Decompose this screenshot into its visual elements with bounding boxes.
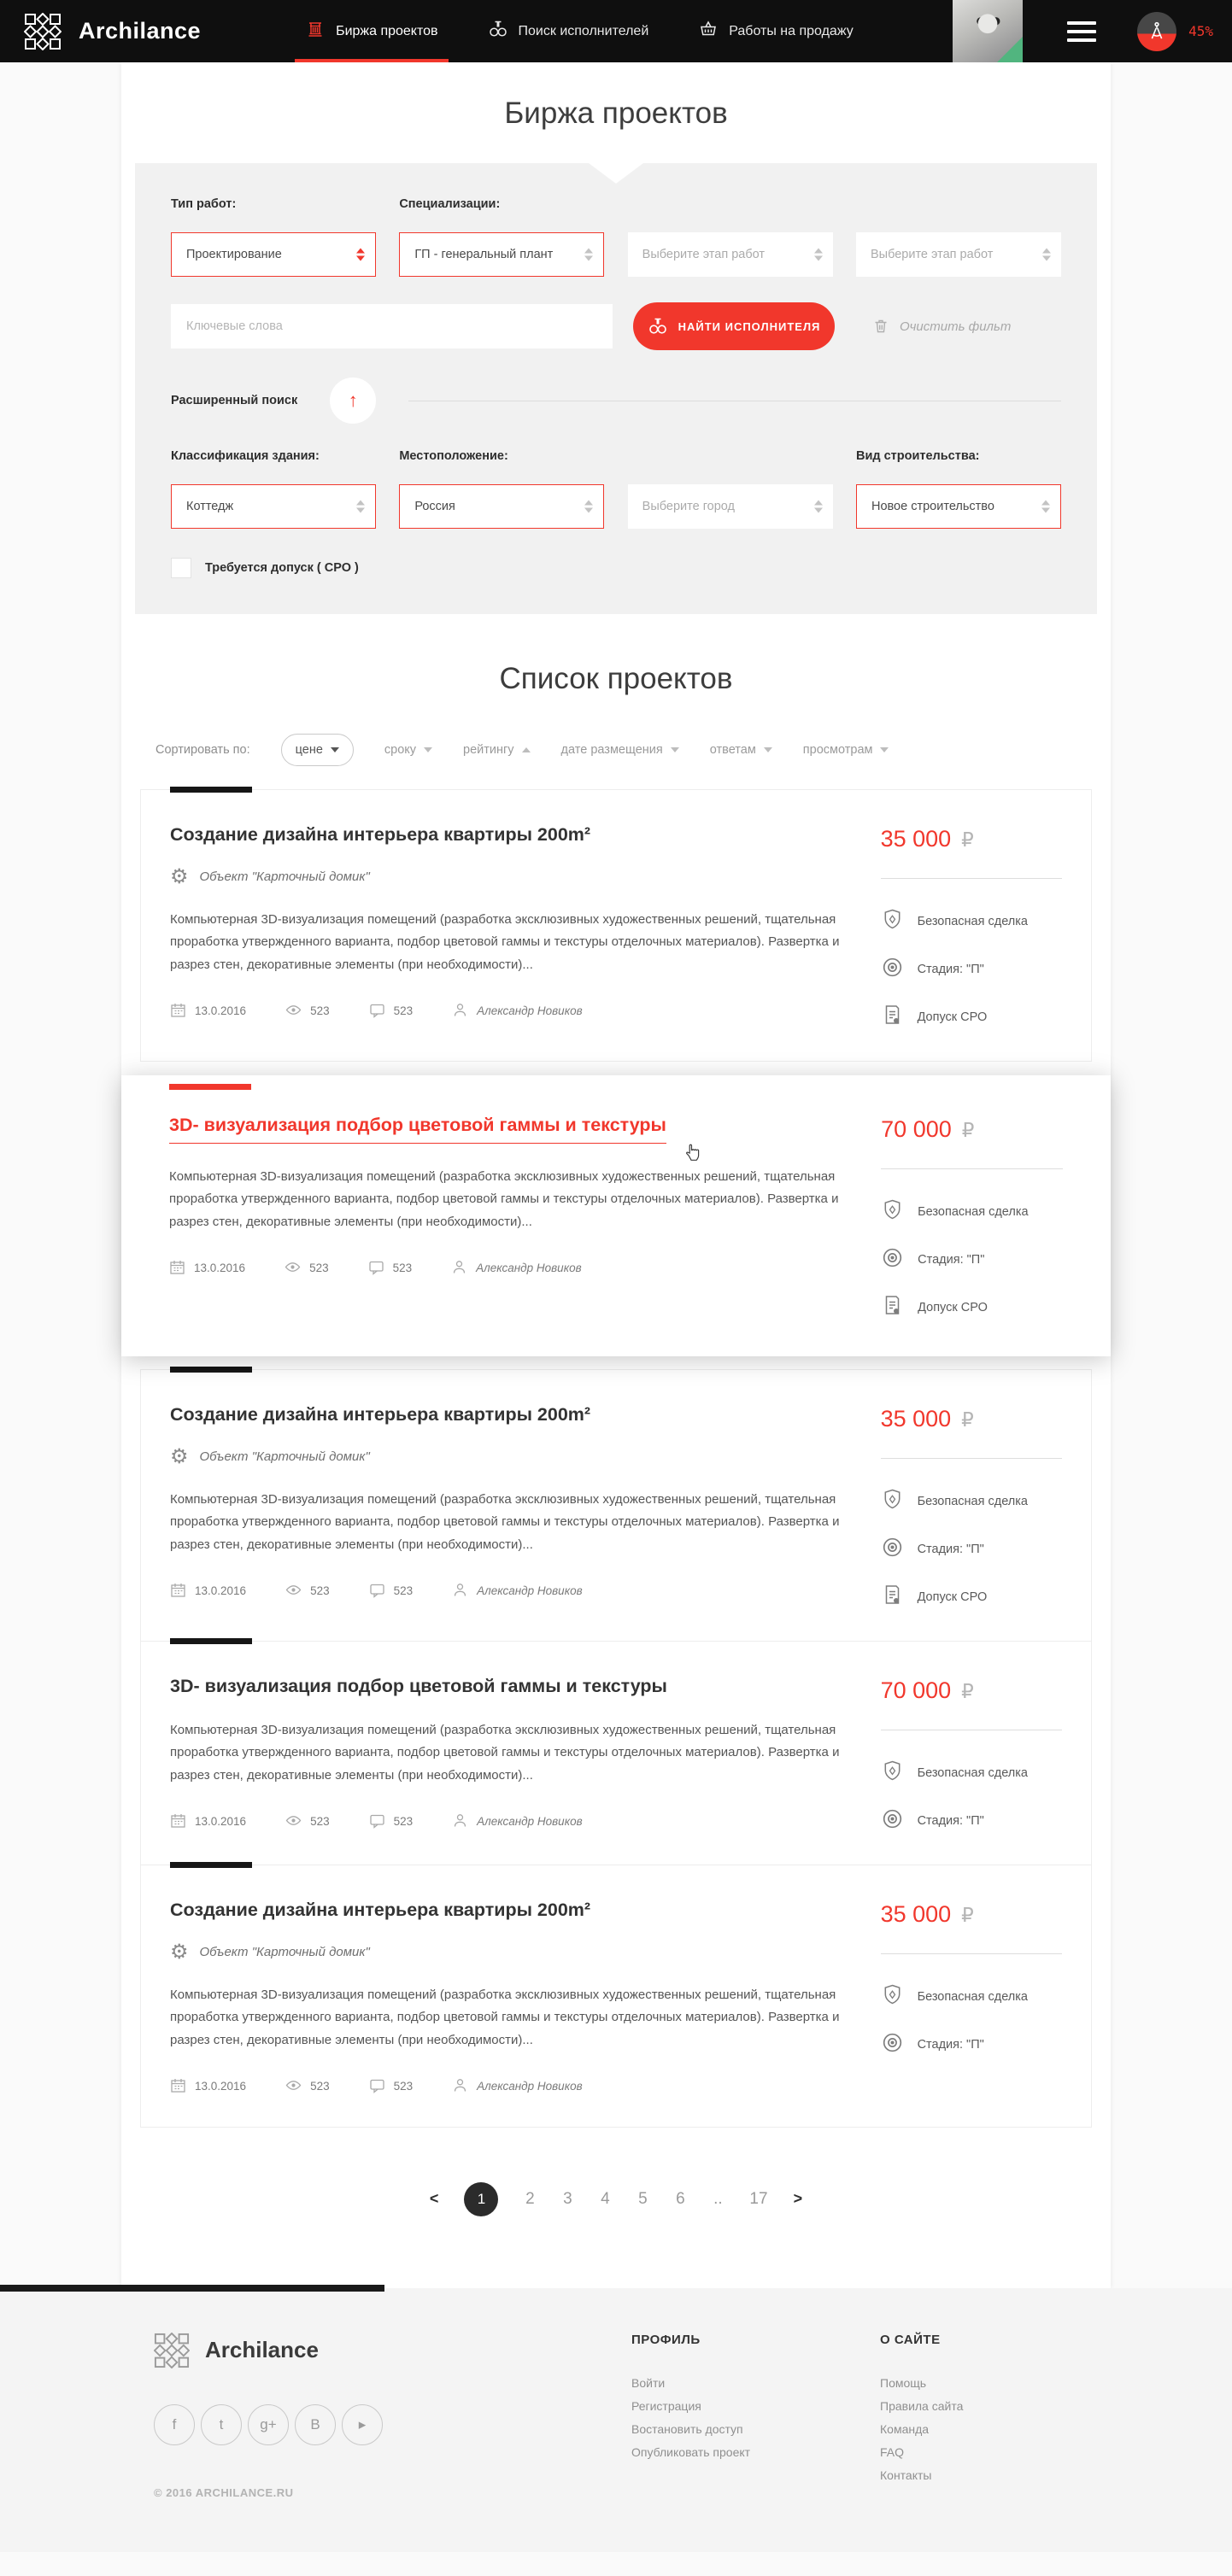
sort-option-дате размещения[interactable]: дате размещения	[561, 743, 679, 757]
select-arrows-icon	[584, 501, 593, 513]
project-title[interactable]: 3D- визуализация подбор цветовой гаммы и текстуры	[169, 1115, 666, 1144]
page-3[interactable]: 3	[563, 2189, 572, 2208]
footer-column-heading: ПРОФИЛЬ	[631, 2332, 701, 2347]
keywords-input[interactable]	[171, 304, 613, 348]
construction-type-label: Вид строительства:	[855, 449, 980, 463]
comment-icon	[369, 1812, 385, 1831]
project-views: 523	[285, 1582, 330, 1601]
card-accent-bar	[170, 1367, 252, 1373]
project-price: 70 000 ₽	[881, 1116, 975, 1142]
page-1[interactable]: 1	[464, 2182, 498, 2216]
specialization-label: Специализации:	[399, 197, 501, 211]
nav-item-0[interactable]: Биржа проектов	[305, 0, 437, 62]
sort-option-рейтингу[interactable]: рейтингу	[463, 743, 531, 757]
footer-link[interactable]: Правила сайта	[880, 2398, 964, 2413]
sort-label: Сортировать по:	[155, 743, 250, 757]
select-arrows-icon	[1042, 249, 1051, 261]
filter-select-2[interactable]: Выберите этап работ	[628, 232, 833, 277]
calendar-icon	[170, 1812, 186, 1831]
project-badge: Стадия: "П"	[881, 1246, 1063, 1273]
project-comments[interactable]: 523	[369, 1812, 414, 1831]
project-badge: Допуск СРО	[881, 1584, 1062, 1610]
target-icon	[881, 956, 904, 982]
document-icon	[881, 1584, 904, 1610]
project-title[interactable]: Создание дизайна интерьера квартиры 200m²	[170, 1404, 591, 1425]
person-icon	[452, 2077, 468, 2096]
card-accent-bar	[169, 1084, 251, 1090]
project-views: 523	[285, 1259, 329, 1278]
app-header	[0, 0, 1232, 62]
comment-icon	[368, 1259, 384, 1278]
archilance-logo-icon	[24, 13, 62, 50]
calendar-icon	[170, 1582, 186, 1601]
filter-select-0[interactable]: Проектирование	[171, 232, 376, 277]
filter-select-5[interactable]: Россия	[399, 484, 604, 529]
project-author[interactable]: Александр Новиков	[451, 1259, 582, 1278]
binoculars-icon	[648, 316, 668, 337]
person-icon	[452, 1582, 468, 1601]
next-page-button[interactable]: >	[793, 2190, 803, 2208]
filter-select-4[interactable]: Коттедж	[171, 484, 376, 529]
project-badge: Безопасная сделка	[881, 1759, 1062, 1786]
ruble-sign: ₽	[961, 828, 974, 851]
divider	[881, 1458, 1062, 1459]
sort-option-цене[interactable]: цене	[281, 734, 354, 766]
project-object: ⚙ Объект "Карточный домик"	[170, 864, 370, 888]
footer-link[interactable]: Помощь	[880, 2375, 927, 2390]
facebook-icon[interactable]: f	[154, 2404, 195, 2445]
filter-panel	[135, 163, 1097, 614]
project-badge: Стадия: "П"	[881, 1807, 1062, 1834]
sort-down-icon	[671, 747, 679, 752]
eye-icon	[285, 1812, 302, 1831]
filter-select-6[interactable]: Выберите город	[628, 484, 833, 529]
project-badge: Стадия: "П"	[881, 2031, 1062, 2058]
column-icon	[305, 19, 326, 44]
select-arrows-icon	[584, 249, 593, 261]
project-card-3[interactable]	[140, 1641, 1092, 1865]
project-date: 13.0.2016	[169, 1259, 245, 1278]
project-meta	[170, 1002, 881, 1021]
nav-item-2[interactable]: Работы на продажу	[698, 0, 853, 62]
ruble-sign: ₽	[961, 1680, 974, 1702]
footer-link[interactable]: Войти	[631, 2375, 666, 2390]
footer-link[interactable]: FAQ	[880, 2444, 905, 2459]
advanced-search-row	[171, 378, 1061, 424]
pagination	[121, 2128, 1111, 2283]
footer-link[interactable]: Востановить доступ	[631, 2421, 743, 2436]
project-price: 70 000 ₽	[880, 1677, 974, 1703]
ruble-sign: ₽	[961, 1408, 974, 1431]
filter-select-3[interactable]: Выберите этап работ	[856, 232, 1061, 277]
project-badge: Безопасная сделка	[881, 908, 1062, 934]
calendar-icon	[170, 1002, 186, 1021]
document-icon	[881, 1004, 904, 1030]
project-comments[interactable]: 523	[369, 1582, 414, 1601]
project-price: 35 000 ₽	[880, 1901, 974, 1927]
project-badge: Безопасная сделка	[881, 1488, 1062, 1514]
card-accent-bar	[170, 1638, 252, 1644]
list-title: Список проектов	[499, 662, 733, 695]
project-description: Компьютерная 3D-визуализация помещений (разработка эксклюзивных художественных решений, тщательная проработка утвержденного варианта, подбор цветовой гаммы и текстуры отделочных материалов). Развертка и разрез стен, декоративные элементы (при необходимости)...	[170, 1988, 840, 2047]
page-..[interactable]: ..	[713, 2189, 723, 2208]
page-title: Биржа проектов	[504, 97, 728, 130]
find-executor-button[interactable]: НАЙТИ ИСПОЛНИТЕЛЯ	[633, 302, 835, 350]
footer-accent-bar	[0, 2285, 384, 2292]
project-card-2[interactable]	[140, 1369, 1092, 1642]
sro-checkbox-row	[171, 558, 1061, 578]
calendar-icon	[169, 1259, 185, 1278]
select-arrows-icon	[814, 501, 823, 513]
copyright: © 2016 ARCHILANCE.RU	[154, 2485, 294, 2499]
project-description: Компьютерная 3D-визуализация помещений (разработка эксклюзивных художественных решений, тщательная проработка утвержденного варианта, подбор цветовой гаммы и текстуры отделочных материалов). Развертка и разрез стен, декоративные элементы (при необходимости)...	[170, 912, 840, 972]
project-card-1[interactable]	[121, 1075, 1111, 1356]
youtube-icon[interactable]: ▸	[342, 2404, 383, 2445]
sort-down-icon	[424, 747, 432, 752]
footer-column-heading: О САЙТЕ	[880, 2332, 941, 2347]
project-date: 13.0.2016	[170, 1812, 246, 1831]
header-right	[953, 0, 1232, 62]
project-meta	[170, 1582, 881, 1601]
vk-icon[interactable]: В	[295, 2404, 336, 2445]
project-comments[interactable]: 523	[368, 1259, 413, 1278]
person-icon	[452, 1812, 468, 1831]
eye-icon	[285, 2077, 302, 2096]
card-accent-bar	[170, 1862, 252, 1868]
filter-row-2	[171, 444, 1061, 529]
project-author[interactable]: Александр Новиков	[452, 1582, 583, 1601]
sort-up-icon	[522, 747, 531, 752]
calendar-icon	[170, 2077, 186, 2096]
person-icon	[452, 1002, 468, 1021]
target-icon	[881, 1807, 904, 1834]
menu-icon[interactable]	[1067, 21, 1096, 42]
project-author[interactable]: Александр Новиков	[452, 2077, 583, 2096]
project-card-4[interactable]	[140, 1865, 1092, 2128]
project-object: ⚙ Объект "Карточный домик"	[170, 1940, 370, 1964]
project-card-0[interactable]	[140, 789, 1092, 1062]
gear-icon: ⚙	[170, 1444, 189, 1468]
target-icon	[881, 1536, 904, 1562]
eye-icon	[285, 1259, 301, 1278]
social-links	[154, 2404, 549, 2445]
divider	[881, 878, 1062, 879]
binoculars-icon	[488, 19, 508, 44]
brand-name: Archilance	[79, 18, 202, 44]
project-comments[interactable]: 523	[369, 1002, 414, 1021]
page-17[interactable]: 17	[749, 2189, 768, 2208]
sort-option-ответам[interactable]: ответам	[710, 743, 772, 757]
user-photo[interactable]	[953, 0, 1023, 62]
project-price: 35 000 ₽	[880, 1406, 974, 1431]
compass-icon	[1146, 20, 1168, 43]
project-date: 13.0.2016	[170, 1582, 246, 1601]
project-badge: Стадия: "П"	[881, 1536, 1062, 1562]
page-6[interactable]: 6	[676, 2189, 685, 2208]
nav-item-1[interactable]: Поиск исполнителей	[488, 0, 649, 62]
sort-option-просмотрам[interactable]: просмотрам	[803, 743, 889, 757]
sro-checkbox[interactable]	[171, 558, 191, 578]
select-arrows-icon	[1041, 501, 1050, 513]
gear-icon: ⚙	[170, 1940, 189, 1964]
divider	[881, 1953, 1062, 1954]
project-meta	[170, 2077, 881, 2096]
footer-brand-name: Archilance	[205, 2337, 319, 2363]
main-nav	[305, 0, 854, 62]
footer-link[interactable]: Команда	[880, 2421, 930, 2436]
project-description: Компьютерная 3D-визуализация помещений (разработка эксклюзивных художественных решений, тщательная проработка утвержденного варианта, подбор цветовой гаммы и текстуры отделочных материалов). Развертка и разрез стен, декоративные элементы (при необходимости)...	[169, 1169, 839, 1229]
footer-logo[interactable]	[154, 2333, 549, 2368]
project-badge: Безопасная сделка	[881, 1983, 1062, 2010]
page-2[interactable]: 2	[525, 2189, 535, 2208]
profile-progress-value: 45%	[1188, 23, 1213, 39]
arrow-up-icon: ↑	[348, 389, 358, 411]
footer	[0, 2288, 1232, 2552]
footer-link[interactable]: Опубликовать проект	[631, 2444, 751, 2459]
footer-link[interactable]: Контакты	[880, 2468, 932, 2482]
twitter-icon[interactable]: t	[201, 2404, 242, 2445]
shield-icon	[881, 1488, 904, 1514]
document-icon	[881, 1294, 904, 1320]
project-object: ⚙ Объект "Карточный домик"	[170, 1444, 370, 1468]
ruble-sign: ₽	[961, 1904, 974, 1926]
project-date: 13.0.2016	[170, 1002, 246, 1021]
project-views: 523	[285, 1812, 330, 1831]
clear-filter-button[interactable]: Очистить фильт	[872, 318, 1011, 335]
building-class-label: Классификация здания:	[171, 449, 320, 463]
project-price: 35 000 ₽	[880, 826, 974, 852]
google-plus-icon[interactable]: g+	[248, 2404, 289, 2445]
select-arrows-icon	[356, 501, 365, 513]
project-list	[121, 789, 1111, 2128]
card-accent-bar	[170, 787, 252, 793]
project-badge: Допуск СРО	[881, 1294, 1063, 1320]
shield-icon	[881, 1983, 904, 2010]
sro-checkbox-label: Требуется допуск ( СРО )	[205, 561, 359, 575]
select-arrows-icon	[356, 249, 365, 261]
trash-icon	[872, 318, 889, 335]
sort-option-сроку[interactable]: сроку	[384, 743, 432, 757]
comment-icon	[369, 1582, 385, 1601]
panel-notch	[589, 163, 643, 184]
location-label: Местоположение:	[399, 449, 508, 463]
ruble-sign: ₽	[961, 1119, 975, 1141]
project-date: 13.0.2016	[170, 2077, 246, 2096]
project-author[interactable]: Александр Новиков	[452, 1002, 583, 1021]
page-5[interactable]: 5	[638, 2189, 648, 2208]
target-icon	[881, 1246, 904, 1273]
project-title[interactable]: Создание дизайна интерьера квартиры 200m²	[170, 1900, 591, 1920]
archilance-logo-icon	[154, 2333, 190, 2368]
gear-icon: ⚙	[170, 864, 189, 888]
sort-bar	[155, 734, 1077, 766]
project-title[interactable]: Создание дизайна интерьера квартиры 200m²	[170, 824, 591, 845]
eye-icon	[285, 1582, 302, 1601]
project-badge: Допуск СРО	[881, 1004, 1062, 1030]
work-type-label: Тип работ:	[171, 197, 237, 211]
bottom-strip	[0, 2552, 1232, 2576]
sort-down-icon	[880, 747, 889, 752]
profile-progress-badge[interactable]	[1137, 12, 1176, 51]
sort-down-icon	[331, 747, 339, 752]
basket-icon	[698, 19, 719, 44]
comment-icon	[369, 2077, 385, 2096]
shield-icon	[881, 1198, 904, 1225]
filter-select-7[interactable]: Новое строительство	[856, 484, 1061, 529]
footer-link[interactable]: Регистрация	[631, 2398, 701, 2413]
shield-icon	[881, 908, 904, 934]
shield-icon	[881, 1759, 904, 1786]
collapse-advanced-button[interactable]	[330, 378, 376, 424]
project-badge: Стадия: "П"	[881, 956, 1062, 982]
advanced-search-label: Расширенный поиск	[171, 394, 298, 407]
main-container	[121, 62, 1111, 2288]
project-views: 523	[285, 2077, 330, 2096]
target-icon	[881, 2031, 904, 2058]
keywords-row	[171, 302, 1061, 350]
project-description: Компьютерная 3D-визуализация помещений (разработка эксклюзивных художественных решений, тщательная проработка утвержденного варианта, подбор цветовой гаммы и текстуры отделочных материалов). Развертка и разрез стен, декоративные элементы (при необходимости)...	[170, 1723, 840, 1783]
project-views: 523	[285, 1002, 330, 1021]
project-title[interactable]: 3D- визуализация подбор цветовой гаммы и текстуры	[170, 1676, 667, 1696]
filter-row-1	[171, 192, 1061, 277]
filter-select-1[interactable]: ГП - генеральный плант	[399, 232, 604, 277]
page-4[interactable]: 4	[601, 2189, 610, 2208]
project-badge: Безопасная сделка	[881, 1198, 1063, 1225]
person-icon	[451, 1259, 467, 1278]
logo[interactable]	[24, 13, 201, 50]
project-author[interactable]: Александр Новиков	[452, 1812, 583, 1831]
eye-icon	[285, 1002, 302, 1021]
project-meta	[170, 1812, 881, 1831]
select-arrows-icon	[814, 249, 823, 261]
project-description: Компьютерная 3D-визуализация помещений (разработка эксклюзивных художественных решений, тщательная проработка утвержденного варианта, подбор цветовой гаммы и текстуры отделочных материалов). Развертка и разрез стен, декоративные элементы (при необходимости)...	[170, 1492, 840, 1552]
sort-down-icon	[764, 747, 772, 752]
comment-icon	[369, 1002, 385, 1021]
prev-page-button[interactable]: <	[429, 2190, 439, 2208]
divider	[881, 1168, 1063, 1169]
project-meta	[169, 1259, 881, 1278]
project-comments[interactable]: 523	[369, 2077, 414, 2096]
